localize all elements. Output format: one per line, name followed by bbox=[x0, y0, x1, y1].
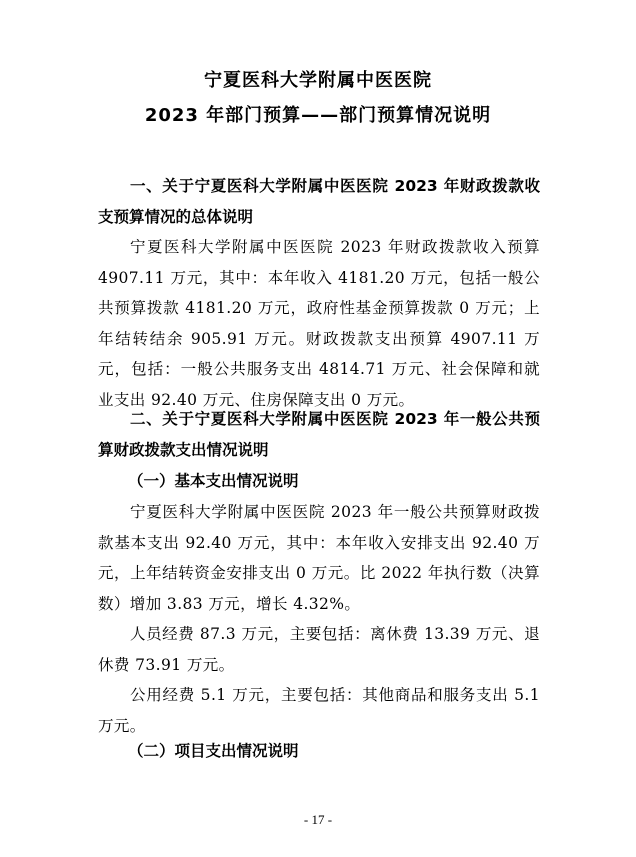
personnel-expense-block bbox=[98, 619, 540, 680]
section-1 bbox=[98, 171, 540, 232]
subsection-2 bbox=[98, 736, 540, 767]
subsection-1 bbox=[98, 466, 540, 497]
subsection-2-heading: （二）项目支出情况说明 bbox=[128, 741, 299, 760]
public-expense-paragraph: 公用经费 5.1 万元，主要包括：其他商品和服务支出 5.1 万元。 bbox=[98, 686, 540, 735]
section-2-heading: 二、关于宁夏医科大学附属中医医院 2023 年一般公共预算财政拨款支出情况说明 bbox=[98, 410, 540, 459]
public-expense-block bbox=[98, 680, 540, 741]
document-title-line1: 宁夏医科大学附属中医医院 bbox=[204, 70, 432, 91]
subsection-1-heading: （一）基本支出情况说明 bbox=[128, 471, 299, 490]
personnel-expense-paragraph: 人员经费 87.3 万元，主要包括：离休费 13.39 万元、退休费 73.91 万元。 bbox=[98, 625, 540, 674]
basic-expenditure-paragraph: 宁夏医科大学附属中医医院 2023 年一般公共预算财政拨款基本支出 92.40 万元，其中：本年收入安排支出 92.40 万元，上年结转资金安排支出 0 万元。比 2022 年执行数（决算数）增加 3.83 万元，增长 4.32%。 bbox=[98, 503, 540, 613]
section-1-heading: 一、关于宁夏医科大学附属中医医院 2023 年财政拨款收支预算情况的总体说明 bbox=[98, 177, 540, 226]
section-1-body bbox=[98, 232, 540, 415]
section-1-paragraph: 宁夏医科大学附属中医医院 2023 年财政拨款收入预算 4907.11 万元，其中：本年收入 4181.20 万元，包括一般公共预算拨款 4181.20 万元，政府性基金预算拨款 0 万元；上年结转结余 905.91 万元。财政拨款支出预算 4907.11 万元，包括：一般公共服务支出 4814.71 万元、社会保障和就业支出 92.40 万元、住房保障支出 0 万元。 bbox=[98, 238, 540, 409]
document-title-line2: 2023 年部门预算——部门预算情况说明 bbox=[144, 105, 492, 126]
subsection-1-body bbox=[98, 497, 540, 619]
page-number: - 17 - bbox=[303, 812, 333, 827]
section-2 bbox=[98, 404, 540, 465]
